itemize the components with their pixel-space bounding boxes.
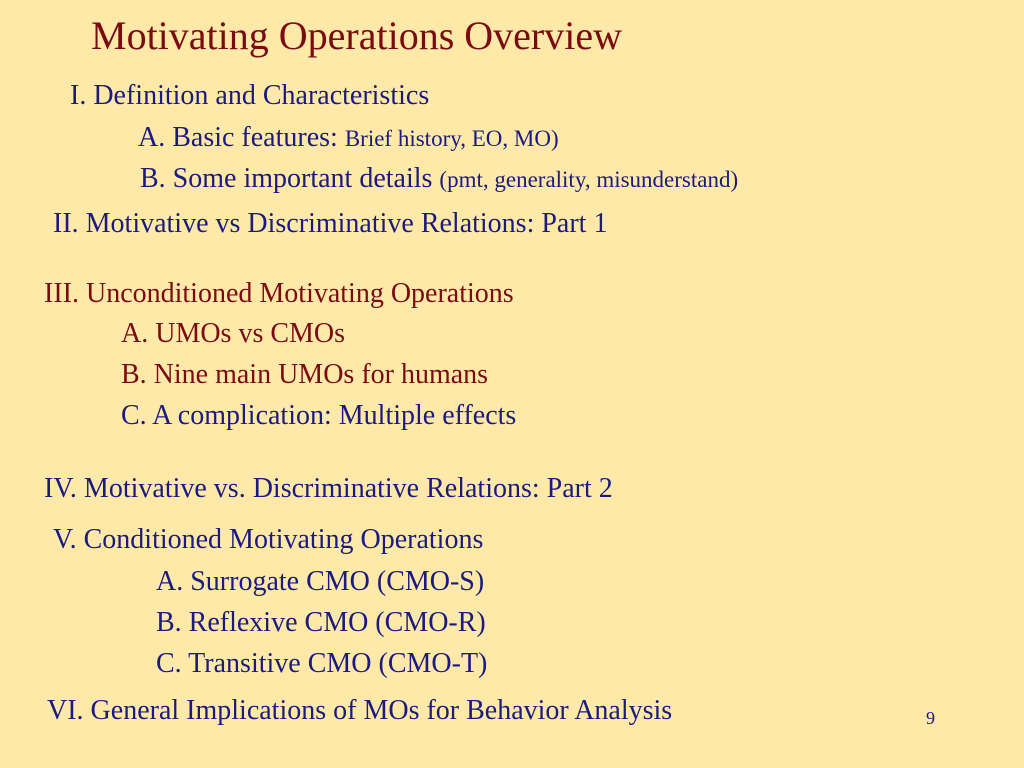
section-1-item-a-detail: Brief history, EO, MO): [344, 126, 559, 151]
section-1-item-b-detail: (pmt, generality, misunderstand): [439, 167, 739, 192]
section-3-heading: III. Unconditioned Motivating Operations: [44, 278, 514, 309]
section-5-heading: V. Conditioned Motivating Operations: [53, 524, 484, 555]
section-3-item-a: A. UMOs vs CMOs: [121, 318, 346, 349]
section-3-item-b: B. Nine main UMOs for humans: [121, 359, 489, 390]
section-4-heading: IV. Motivative vs. Discriminative Relations: Part 2: [44, 473, 613, 504]
section-3-item-c: C. A complication: Multiple effects: [121, 400, 517, 431]
section-5-item-b: B. Reflexive CMO (CMO-R): [156, 607, 486, 638]
section-1-item-b-main: B. Some important details: [140, 163, 440, 194]
section-1-item-a-main: A. Basic features:: [138, 122, 345, 153]
slide-title: Motivating Operations Overview: [91, 13, 622, 58]
section-5-item-a: A. Surrogate CMO (CMO-S): [156, 566, 485, 597]
section-1-item-a: [138, 124, 559, 152]
section-1-item-b: [140, 165, 738, 193]
section-2-heading: II. Motivative vs Discriminative Relations: Part 1: [53, 208, 608, 239]
section-1-heading: I. Definition and Characteristics: [70, 80, 430, 111]
page-number: 9: [926, 708, 935, 728]
section-6-heading: VI. General Implications of MOs for Behavior Analysis: [47, 695, 673, 726]
section-5-item-c: C. Transitive CMO (CMO-T): [156, 648, 488, 679]
